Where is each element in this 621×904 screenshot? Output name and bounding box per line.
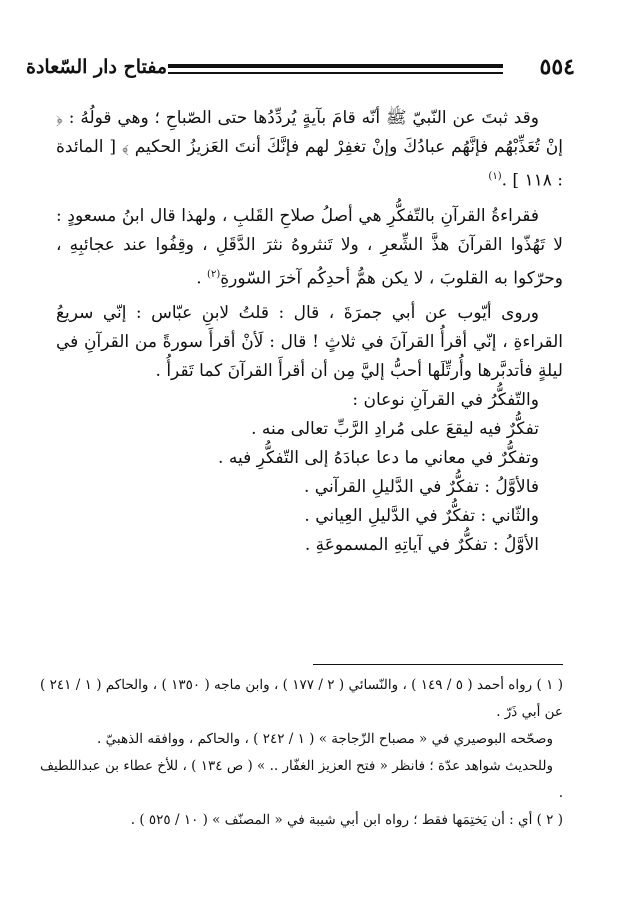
list-item: فالأوَّلُ : تفكُّرٌ في الدَّليلِ القرآني . (303, 477, 539, 498)
list-item: وتفكُّرٌ في معاني ما دعا عبادَهُ إلى التّفكُّرِ فيه . (218, 448, 539, 469)
page-header (26, 52, 575, 86)
main-text (56, 104, 563, 560)
paragraph-1-text: وقد ثبتَ عن النّبيّ ﷺ أنّه قامَ بآيةٍ يُردِّدُها حتى الصّباحِ ؛ وهي قولُهُ : ﴿ إنْ تُعَذِّبْهُم فإنَّهُم عبادُكَ وإنْ تغفِرْ لهم فإنَّكَ أنتَ العَزيزُ الحكيم ﴾ [ المائدة : ١١٨ ] . (56, 108, 563, 191)
page-number: ٥٥٤ (539, 54, 575, 80)
footnote-1: ( ١ ) رواه أحمد ( ٥ / ١٤٩ ) ، والنّسائي ( ٢ / ١٧٧ ) ، وابن ماجه ( ١٣٥٠ ) ، والحاكم ( ١ / ٢٤١ ) عن أبي ذَرّ . (40, 677, 563, 720)
paragraph-1 (56, 104, 563, 196)
footnote-2: ( ٢ ) أي : أن يَختِمَها فقط ؛ رواه ابن أبي شيبة في « المصنّف » ( ١٠ / ٥٢٥ ) . (130, 812, 563, 828)
paragraph-2-text: فقراءةُ القرآنِ بالتّفكُّرِ هي أصلُ صلاحِ القَلبِ ، ولهذا قال ابنُ مسعودٍ : لا تَهُذّوا القرآنَ هذَّ الشِّعرِ ، ولا تَنثروهُ نثرَ الدَّقَلِ ، وقِفُوا عند عجائبِهِ ، وحرّكوا به القلوبَ ، لا يكن همُّ أحدِكُم آخرَ السّورةِ (56, 205, 563, 289)
list-item: تفكُّرٌ فيه ليقعَ على مُرادِ الرَّبِّ تعالى منه . (251, 419, 539, 440)
list-item: الأوَّلُ : تفكُّرٌ في آياتِهِ المسموعَةِ . (304, 535, 539, 556)
footnotes (40, 672, 563, 834)
paragraph-2: فقراءةُ القرآنِ بالتّفكُّرِ هي أصلُ صلاحِ القَلبِ ، ولهذا قال ابنُ مسعودٍ : لا تَهُذّوا القرآنَ هذَّ الشِّعرِ ، ولا تَنثروهُ نثرَ الدَّقَلِ ، وقِفُوا عند عجائبِهِ ، وحرّكوا به القلوبَ ، لا يكن همُّ أحدِكُم آخرَ السّورةِ$^{(٢)}$ . (56, 205, 563, 289)
footnote-ref-2: (٢) (207, 268, 221, 280)
footnote-ref-1: (١) (488, 171, 502, 182)
footnote-separator (313, 664, 563, 665)
header-rule-thin (168, 72, 503, 74)
running-title: مفتاح دار السّعادة (26, 56, 168, 78)
paragraph-3: وروى أيّوب عن أبي جمرَةَ ، قال : قلتُ لابنِ عبّاس : إنّي سريعُ القراءةِ ، إنّي أقرأُ القرآنَ في ثلاثٍ ! قال : لَأنْ أقرأَ سورةً من القرآنِ في ليلةٍ فأتدبَّرها وأُرتِّلَها أحبُّ إليَّ مِن أن أقرأَ القرآنَ كما تَقرأُ . (56, 303, 563, 382)
header-rule-thick (168, 64, 503, 68)
list-item: والثّاني : تفكُّرٌ في الدَّليلِ العِياني . (304, 506, 539, 527)
paragraph-4: والتّفكُّرُ في القرآنِ نوعان : (352, 390, 539, 411)
footnote-1-continued: وصحّحه البوصيري في « مصباح الزّجاجة » ( ١ / ٢٤٢ ) ، والحاكم ، ووافقه الذهبيّ . (97, 731, 553, 747)
footnote-1-continued: وللحديث شواهد عدّة ؛ فانظر « فتح العزيز الغفّار .. » ( ص ١٣٤ ) ، للأخ عطاء بن عبداللطيف . (40, 758, 563, 801)
